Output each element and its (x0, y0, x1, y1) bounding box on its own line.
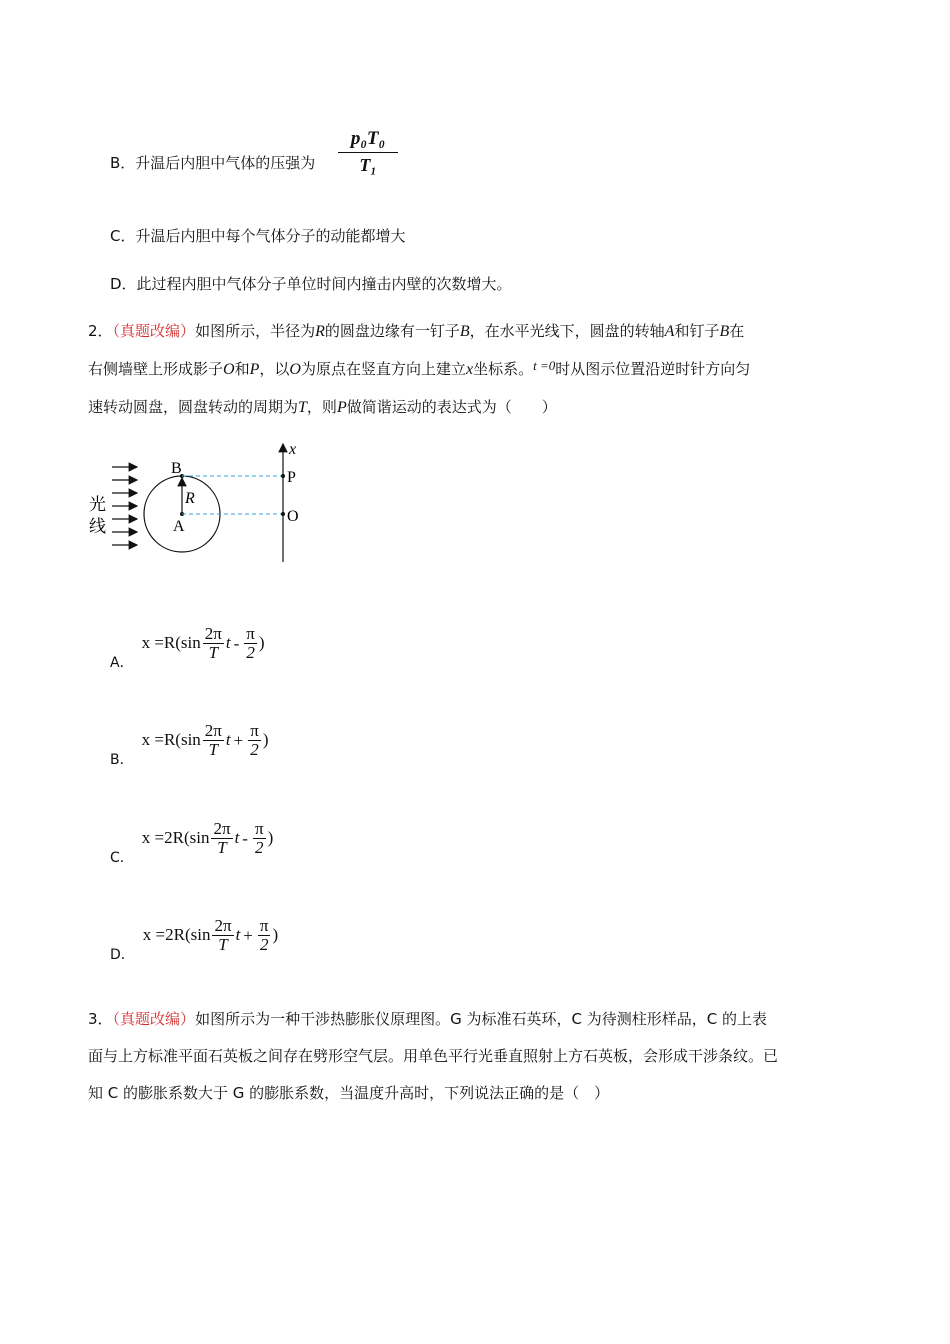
q2-option-d (110, 916, 279, 963)
q2-text: 速转动圆盘，圆盘转动的周期为 (88, 398, 299, 416)
label-p: P (287, 469, 296, 486)
angular-frequency-fraction (203, 625, 224, 662)
fraction-denominator: T (218, 935, 228, 954)
time-variable: t (235, 925, 241, 945)
q1-option-d: D．此过程内胆中气体分子单位时间内撞击内壁的次数增大。 (110, 275, 512, 293)
fraction-numerator: 2π (204, 721, 222, 740)
var-o: O (223, 361, 235, 378)
formula-lhs: x =2R(sin (142, 925, 211, 945)
var-b: B (459, 323, 470, 340)
var-p: P (336, 399, 347, 416)
time-variable: t (234, 828, 240, 848)
light-label: 光 (89, 495, 106, 515)
time-variable: t (225, 633, 231, 653)
q2-line-3 (88, 396, 557, 419)
light-arrows (112, 467, 137, 545)
var-t: T (298, 399, 307, 416)
q1-option-b (110, 152, 315, 174)
q2-option-a (110, 624, 265, 671)
q1-option-c: C．升温后内胆中每个气体分子的动能都增大 (110, 227, 406, 245)
operator: + (233, 730, 244, 750)
q2-option-b (110, 721, 269, 768)
q1-option-b-fraction (338, 128, 398, 176)
var-b: B (719, 323, 730, 340)
formula-lhs: x =2R(sin (141, 828, 210, 848)
option-formula (141, 721, 269, 759)
operator: + (243, 925, 253, 945)
q2-text: 坐标系。 (473, 360, 534, 378)
q2-text: 的圆盘边缘有一钉子 (324, 322, 460, 340)
angular-frequency-fraction (203, 722, 224, 759)
fraction-denominator: T (208, 740, 219, 759)
q2-line-2 (88, 358, 750, 381)
shadow-point-o (281, 512, 285, 516)
q2-text: 做简谐运动的表达式为（ ） (346, 398, 557, 416)
var-a: A (664, 323, 675, 340)
label-b: B (171, 460, 182, 477)
time-variable: t (225, 730, 231, 750)
fraction-numerator: π (246, 624, 255, 643)
fraction-denominator: 2 (246, 643, 255, 662)
operator: - (233, 633, 240, 653)
q2-text: 时从图示位置沿逆时针方向匀 (555, 360, 751, 378)
label-a: A (173, 518, 185, 535)
q2-text: 在 (729, 322, 745, 340)
option-label: D． (110, 947, 135, 963)
fraction-denominator: 2 (259, 935, 269, 954)
option-formula (141, 624, 265, 662)
q2-tag: （真题改编） (112, 322, 196, 340)
option-label: B． (110, 752, 134, 768)
formula-lhs: x =R(sin (141, 730, 201, 750)
q3-line-3: 知 C 的膨胀系数大于 G 的膨胀系数，当温度升高时，下列说法正确的是（ ） (88, 1084, 610, 1102)
q2-text: ，在水平光线下，圆盘的转轴 (469, 322, 665, 340)
q3-tag: （真题改编） (112, 1010, 196, 1028)
angular-frequency-fraction (211, 820, 232, 857)
q2-text: 和 (234, 360, 250, 378)
fraction-numerator: 2π (204, 624, 222, 643)
q2-number: 2． (88, 322, 113, 340)
q3-text: 如图所示为一种干涉热膨胀仪原理图。G 为标准石英环，C 为待测柱形样品，C 的上表 (195, 1010, 767, 1028)
option-formula (141, 819, 274, 857)
angular-frequency-fraction (212, 917, 233, 954)
fraction-numerator: 2π (213, 819, 231, 838)
fraction-denominator: T (208, 643, 219, 662)
q2-text: ，以 (259, 360, 290, 378)
fraction-numerator: π (254, 819, 264, 838)
q2-line-1 (88, 320, 744, 343)
q2-text: ，则 (306, 398, 337, 416)
q2-text: 右侧墙壁上形成影子 (88, 360, 224, 378)
fraction-numerator: π (259, 916, 269, 935)
fraction-denominator: 2 (255, 838, 264, 857)
label-r: R (185, 490, 195, 507)
label-o: O (287, 508, 299, 525)
option-label: C． (110, 850, 134, 866)
phase-fraction (253, 820, 266, 857)
var-p: P (249, 361, 260, 378)
option-label: A． (110, 655, 134, 671)
fraction-denominator: 2 (250, 740, 259, 759)
var-r: R (315, 323, 325, 340)
phase-fraction (248, 722, 261, 759)
t-equals-zero: t =0 (533, 358, 556, 373)
formula-lhs: x =R(sin (141, 633, 201, 653)
fraction-numerator: p₀T₀ (338, 128, 398, 153)
shadow-point-p (281, 474, 285, 478)
close-paren: ) (258, 633, 265, 653)
label-x: x (289, 441, 297, 458)
close-paren: ) (262, 730, 269, 750)
light-label: 线 (89, 517, 106, 537)
close-paren: ) (272, 925, 279, 945)
phase-fraction (258, 917, 271, 954)
q3-line-1 (88, 1008, 767, 1030)
var-o: O (289, 361, 301, 378)
q2-text: 和钉子 (674, 322, 720, 340)
var-x: x (465, 361, 474, 378)
q2-text: 为原点在竖直方向上建立 (300, 360, 466, 378)
fraction-denominator: T (217, 838, 227, 857)
q3-line-2: 面与上方标准平面石英板之间存在劈形空气层。用单色平行光垂直照射上方石英板，会形成干涉条纹。已 (88, 1047, 779, 1065)
option-formula (142, 916, 279, 954)
disk-shadow-figure (85, 440, 315, 570)
fraction-numerator: 2π (214, 916, 232, 935)
fraction-numerator: π (250, 721, 259, 740)
fraction-denominator: T₁ (359, 155, 377, 175)
phase-fraction (244, 625, 257, 662)
q3-number: 3． (88, 1010, 113, 1028)
close-paren: ) (267, 828, 274, 848)
operator: - (242, 828, 248, 848)
q2-text: 如图所示，半径为 (195, 322, 316, 340)
q2-option-c (110, 819, 274, 866)
q1-option-b-label: B．升温后内胆中气体的压强为 (110, 154, 316, 172)
